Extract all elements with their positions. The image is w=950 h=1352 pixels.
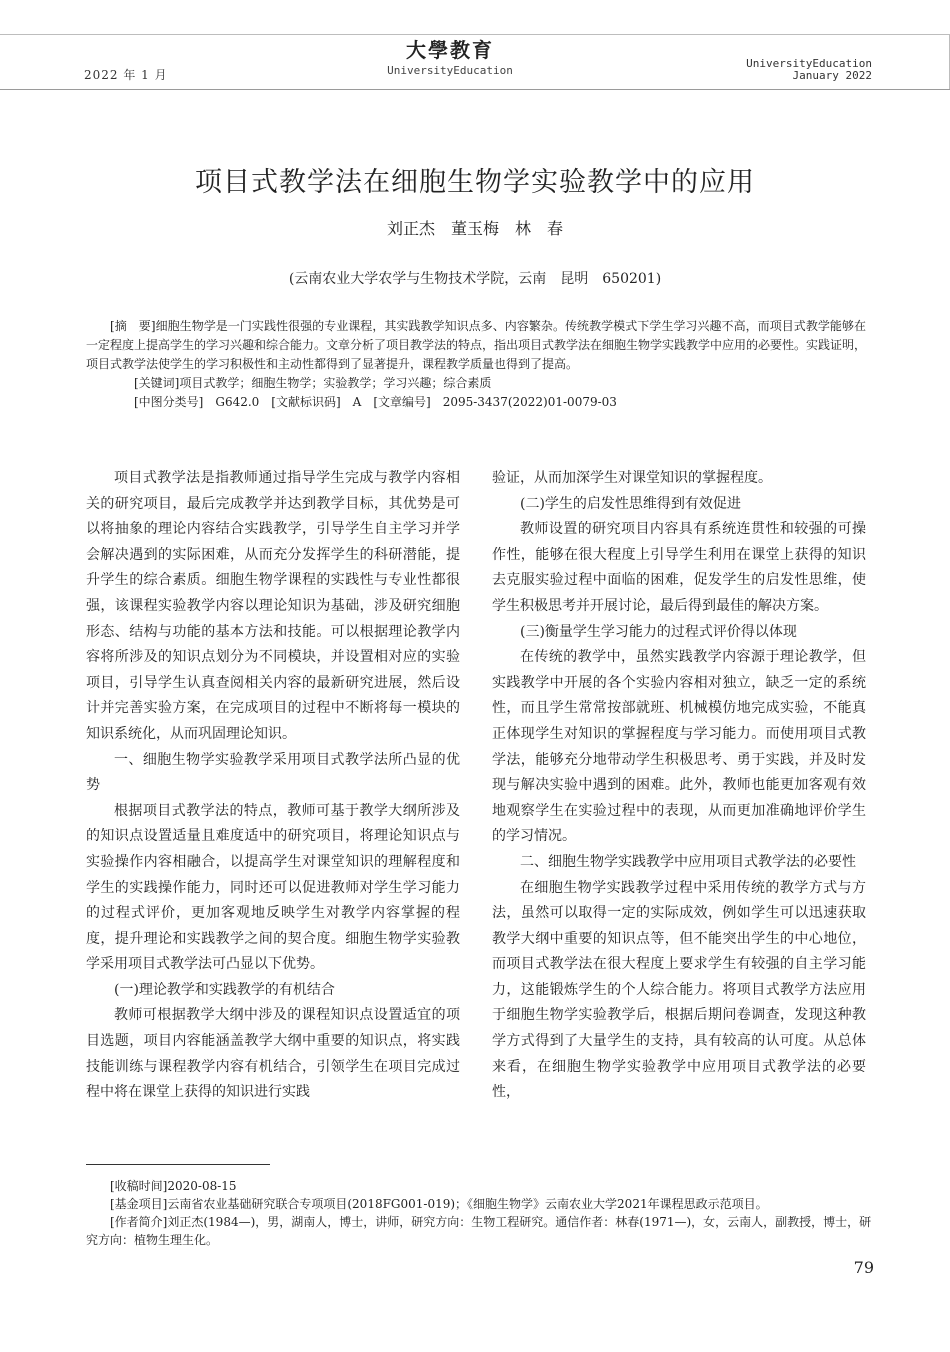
subsection-heading: (二)学生的启发性思维得到有效促进 — [520, 495, 741, 512]
classification-line: [中图分类号] G642.0 [文献标识码] A [文章编号] 2095-3437(2022)01-0079-03 — [134, 395, 617, 409]
journal-logo-cn: 大學教育 — [406, 38, 494, 62]
footnote-rule — [86, 1164, 270, 1165]
abstract-block — [86, 317, 866, 412]
paragraph: 教师可根据教学大纲中涉及的课程知识点设置适宜的项目选题，项目内容能涵盖教学大纲中重要的知识点，将实践技能训练与课程教学内容有机结合，引领学生在项目完成过程中将在课堂上获得的知识进行实践 — [86, 1007, 460, 1101]
article-title: 项目式教学法在细胞生物学实验教学中的应用 — [195, 167, 755, 199]
header-journal-info — [746, 58, 872, 82]
author-affiliation: (云南农业大学农学与生物技术学院，云南 昆明 650201) — [288, 271, 662, 287]
body-column-right — [492, 466, 866, 1106]
subsection-heading: (三)衡量学生学习能力的过程式评价得以体现 — [520, 623, 797, 640]
journal-logo — [380, 38, 520, 77]
footnotes — [86, 1177, 878, 1249]
header-rule — [0, 89, 950, 90]
journal-logo-en: UniversityEducation — [387, 64, 513, 77]
paragraph: 在传统的教学中，虽然实践教学内容源于理论教学，但实践教学中开展的各个实验内容相对独立，缺乏一定的系统性，而且学生常常按部就班、机械模仿地完成实验，不能真正体现学生对知识的掌握程度与学习能力。而使用项目式教学法，能够充分地带动学生积极思考、勇于实践，并及时发现与解决实验中遇到的困难。此外，教师也能更加客观有效地观察学生在实验过程中的表现，从而更加准确地评价学生的学习情况。 — [492, 649, 866, 845]
section-heading: 一、细胞生物学实验教学采用项目式教学法所凸显的优势 — [86, 751, 460, 794]
abstract-text: [摘 要]细胞生物学是一门实践性很强的专业课程，其实践教学知识点多、内容繁杂。传统教学模式下学生学习兴趣不高，而项目式教学能够在一定程度上提高学生的学习兴趣和综合能力。文章分析了项目教学法的特点，指出项目式教学法在细胞生物学实践教学中应用的必要性。实践证明，项目式教学法使学生的学习积极性和主动性都得到了显著提升，课程教学质量也得到了提高。 — [86, 319, 867, 371]
footnote-author-bio: [作者简介]刘正杰(1984—)，男，湖南人，博士，讲师，研究方向：生物工程研究。通信作者：林春(1971—)，女，云南人，副教授，博士，研究方向：植物生理生化。 — [86, 1215, 872, 1247]
page-number: 79 — [853, 1258, 874, 1277]
paragraph: 验证，从而加深学生对课堂知识的掌握程度。 — [492, 470, 772, 486]
paragraph: 在细胞生物学实践教学过程中采用传统的教学方式与方法，虽然可以取得一定的实际成效，例如学生可以迅速获取教学大纲中重要的知识点等，但不能突出学生的中心地位，而项目式教学法在很大程度上要求学生有较强的自主学习能力，这能锻炼学生的个人综合能力。将项目式教学方法应用于细胞生物学实验教学后，根据后期问卷调查，发现这种教学方式得到了大量学生的支持，具有较高的认可度。从总体来看，在细胞生物学实验教学中应用项目式教学法的必要性， — [492, 879, 866, 1101]
paragraph: 根据项目式教学法的特点，教师可基于教学大纲所涉及的知识点设置适量且难度适中的研究项目，将理论知识点与实验操作内容相融合，以提高学生对课堂知识的理解程度和学生的实践操作能力，同时还可以促进教师对学生学习能力的过程式评价，更加客观地反映学生对教学内容掌握的程度，提升理论和实践教学之间的契合度。细胞生物学实验教学采用项目式教学法可凸显以下优势。 — [86, 802, 460, 973]
section-heading: 二、细胞生物学实践教学中应用项目式教学法的必要性 — [520, 853, 856, 870]
paragraph: 项目式教学法是指教师通过指导学生完成与教学内容相关的研究项目，最后完成教学并达到教学目标，其优势是可以将抽象的理论内容结合实践教学，引导学生自主学习并学会解决遇到的实际困难，从而充分发挥学生的科研潜能，提升学生的综合素质。细胞生物学课程的实践性与专业性都很强，该课程实验教学内容以理论知识为基础，涉及研究细胞形态、结构与功能的基本方法和技能。可以根据理论教学内容将所涉及的知识点划分为不同模块，并设置相对应的实验项目，引导学生认真查阅相关内容的最新研究进展，然后设计并完善实验方案，在完成项目的过程中不断将每一模块的知识系统化，从而巩固理论知识。 — [86, 470, 460, 742]
top-frame-line — [0, 34, 950, 35]
header-date-en: January 2022 — [792, 69, 872, 82]
footnote-received: [收稿时间]2020-08-15 — [110, 1179, 237, 1193]
footnote-funding: [基金项目]云南省农业基础研究联合专项项目(2018FG001-019)；《细胞生物学》云南农业大学2021年课程思政示范项目。 — [110, 1197, 768, 1211]
keywords-line: [关键词]项目式教学；细胞生物学；实验教学；学习兴趣；综合素质 — [134, 376, 492, 390]
body-column-left — [86, 466, 460, 1106]
paragraph: 教师设置的研究项目内容具有系统连贯性和较强的可操作性，能够在很大程度上引导学生利用在课堂上获得的知识去克服实验过程中面临的困难，促发学生的启发性思维，使学生积极思考并开展讨论，最后得到最佳的解决方案。 — [492, 521, 866, 614]
header-date-cn: 2022 年 1 月 — [84, 68, 168, 82]
subsection-heading: (一)理论教学和实践教学的有机结合 — [114, 981, 335, 998]
article-authors: 刘正杰 董玉梅 林 春 — [386, 219, 563, 238]
header-journal-en: UniversityEducation — [746, 57, 872, 70]
